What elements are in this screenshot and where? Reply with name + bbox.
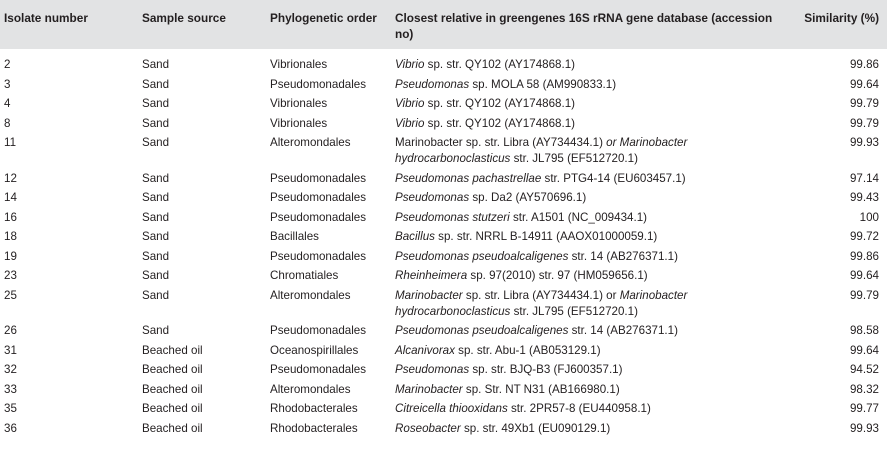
relative-text: str. A1501 (NC_009434.1) (509, 210, 647, 224)
cell-similarity: 99.43 (849, 191, 879, 204)
cell-closest-relative (391, 268, 792, 288)
header-closest-relative: Closest relative in greengenes 16S rRNA gene database (accession no) (395, 11, 773, 41)
cell-closest-relative (391, 77, 792, 97)
table-row (0, 135, 887, 171)
relative-taxon: hydrocarbonoclasticus (395, 304, 511, 318)
table-row (0, 190, 887, 210)
table-row (0, 171, 887, 191)
cell-similarity: 99.79 (849, 116, 879, 130)
cell-phylogenetic-order: Oceanospirillales (270, 343, 359, 357)
relative-taxon: Rheinheimera (395, 269, 468, 282)
cell-sample-source: Sand (142, 77, 170, 91)
cell-isolate-number: 12 (4, 171, 17, 185)
relative-text: sp. str. QY102 (AY174868.1) (424, 116, 576, 130)
relative-taxon: Roseobacter (395, 421, 461, 435)
relative-taxon: Marinobacter (395, 288, 463, 302)
cell-isolate-number: 36 (4, 421, 17, 435)
cell-sample-source: Sand (142, 58, 170, 71)
cell-isolate-number: 23 (4, 269, 17, 282)
relative-taxon: Vibrio (395, 58, 425, 71)
table-row (0, 229, 887, 249)
cell-similarity: 99.93 (849, 421, 879, 435)
relative-taxon: Vibrio (395, 97, 425, 110)
cell-isolate-number: 33 (4, 382, 17, 396)
header-similarity: Similarity (%) (804, 11, 879, 25)
cell-sample-source: Sand (142, 191, 170, 204)
cell-similarity: 98.58 (849, 324, 879, 337)
cell-closest-relative (391, 116, 792, 136)
relative-taxon: Alcanivorax (395, 343, 455, 357)
cell-similarity: 99.79 (849, 288, 879, 302)
cell-closest-relative (391, 229, 792, 249)
cell-closest-relative (391, 362, 792, 382)
relative-text: sp. str. Libra (AY734434.1) or (462, 288, 620, 302)
cell-sample-source: Sand (142, 97, 170, 110)
cell-phylogenetic-order: Vibrionales (270, 97, 328, 110)
cell-isolate-number: 25 (4, 288, 17, 302)
relative-taxon: Pseudomonas (395, 191, 470, 204)
cell-closest-relative (391, 135, 792, 171)
relative-taxon: Marinobacter (619, 288, 688, 302)
cell-phylogenetic-order: Pseudomonadales (270, 171, 367, 185)
cell-closest-relative (391, 401, 792, 421)
header-row (0, 0, 887, 49)
cell-phylogenetic-order: Bacillales (270, 230, 319, 243)
cell-isolate-number: 11 (4, 136, 17, 149)
relative-text: sp. str. BJQ-B3 (FJ600357.1) (469, 363, 623, 376)
cell-isolate-number: 16 (4, 210, 17, 224)
cell-isolate-number: 4 (4, 97, 11, 110)
cell-sample-source: Sand (142, 136, 170, 149)
cell-phylogenetic-order: Alteromondales (270, 136, 351, 149)
cell-sample-source: Sand (142, 171, 170, 185)
relative-taxon: Vibrio (395, 116, 425, 130)
cell-phylogenetic-order: Rhodobacterales (270, 402, 358, 415)
relative-text: Marinobacter sp. str. Libra (AY734434.1) (395, 136, 607, 149)
cell-phylogenetic-order: Pseudomonadales (270, 249, 367, 263)
cell-similarity: 99.64 (849, 269, 879, 282)
relative-taxon: hydrocarbonoclasticus (395, 152, 511, 165)
cell-similarity: 99.86 (849, 249, 879, 263)
cell-closest-relative (391, 421, 792, 441)
cell-sample-source: Sand (142, 249, 170, 263)
relative-text: str. JL795 (EF512720.1) (510, 152, 638, 165)
table-row (0, 343, 887, 363)
cell-closest-relative (391, 171, 792, 191)
cell-sample-source: Sand (142, 116, 170, 130)
relative-taxon: Pseudomonas stutzeri (395, 210, 510, 224)
cell-closest-relative (391, 382, 792, 402)
header-phylogenetic-order: Phylogenetic order (270, 11, 377, 25)
table-row (0, 268, 887, 288)
cell-sample-source: Beached oil (142, 421, 203, 435)
table-row (0, 362, 887, 382)
cell-isolate-number: 26 (4, 324, 17, 337)
table-row (0, 249, 887, 269)
cell-isolate-number: 14 (4, 191, 17, 204)
cell-similarity: 94.52 (849, 363, 879, 376)
relative-taxon: or Marinobacter (606, 136, 688, 149)
cell-closest-relative (391, 96, 792, 116)
cell-similarity: 99.86 (849, 58, 879, 71)
relative-text: str. PTG4-14 (EU603457.1) (541, 171, 686, 185)
cell-closest-relative (391, 343, 792, 363)
relative-text: sp. Da2 (AY570696.1) (469, 191, 587, 204)
cell-isolate-number: 3 (4, 77, 11, 91)
cell-phylogenetic-order: Alteromondales (270, 382, 351, 396)
cell-phylogenetic-order: Chromatiales (270, 269, 339, 282)
relative-taxon: Bacillus (395, 230, 435, 243)
table-row (0, 401, 887, 421)
cell-closest-relative (391, 190, 792, 210)
table-row (0, 77, 887, 97)
relative-text: str. JL795 (EF512720.1) (510, 304, 638, 318)
cell-isolate-number: 2 (4, 58, 11, 71)
cell-similarity: 99.64 (849, 343, 879, 357)
cell-closest-relative (391, 288, 792, 324)
relative-text: sp. str. QY102 (AY174868.1) (424, 58, 576, 71)
cell-closest-relative (391, 57, 792, 77)
cell-sample-source: Beached oil (142, 402, 203, 415)
relative-text: sp. MOLA 58 (AM990833.1) (469, 77, 617, 91)
body-spacer (0, 49, 887, 57)
cell-similarity: 99.64 (849, 77, 879, 91)
cell-isolate-number: 35 (4, 402, 17, 415)
cell-sample-source: Sand (142, 210, 170, 224)
cell-similarity: 99.93 (849, 136, 879, 149)
cell-isolate-number: 8 (4, 116, 11, 130)
table-row (0, 323, 887, 343)
cell-sample-source: Sand (142, 324, 170, 337)
relative-text: sp. str. QY102 (AY174868.1) (424, 97, 576, 110)
cell-isolate-number: 19 (4, 249, 17, 263)
cell-sample-source: Sand (142, 269, 170, 282)
relative-text: sp. Str. NT N31 (AB166980.1) (462, 382, 620, 396)
relative-taxon: Pseudomonas pseudoalcaligenes (395, 324, 569, 337)
cell-isolate-number: 32 (4, 363, 17, 376)
table-row (0, 210, 887, 230)
relative-text: sp. str. 49Xb1 (EU090129.1) (460, 421, 611, 435)
cell-similarity: 99.72 (849, 230, 879, 243)
cell-phylogenetic-order: Alteromondales (270, 288, 351, 302)
table-row (0, 288, 887, 324)
relative-taxon: Pseudomonas pseudoalcaligenes (395, 249, 569, 263)
relative-text: str. 14 (AB276371.1) (568, 324, 678, 337)
relative-taxon: Marinobacter (395, 382, 463, 396)
cell-similarity: 97.14 (849, 171, 879, 185)
relative-taxon: Pseudomonas pachastrellae (395, 171, 542, 185)
relative-taxon: Pseudomonas (395, 77, 470, 91)
table-row (0, 421, 887, 441)
relative-text: sp. str. Abu-1 (AB053129.1) (454, 343, 601, 357)
cell-sample-source: Beached oil (142, 343, 203, 357)
table-row (0, 57, 887, 77)
cell-isolate-number: 18 (4, 230, 17, 243)
cell-similarity: 100 (859, 210, 879, 224)
relative-text: str. 14 (AB276371.1) (568, 249, 678, 263)
cell-similarity: 99.77 (849, 402, 879, 415)
cell-sample-source: Beached oil (142, 363, 203, 376)
cell-phylogenetic-order: Pseudomonadales (270, 363, 367, 376)
cell-phylogenetic-order: Vibrionales (270, 58, 328, 71)
cell-similarity: 98.32 (849, 382, 879, 396)
relative-taxon: Citreicella thiooxidans (395, 402, 508, 415)
table-row (0, 116, 887, 136)
header-sample-source: Sample source (142, 11, 226, 25)
table-row (0, 382, 887, 402)
cell-closest-relative (391, 210, 792, 230)
table-row (0, 96, 887, 116)
relative-taxon: Pseudomonas (395, 363, 470, 376)
cell-sample-source: Sand (142, 288, 170, 302)
table-header (0, 0, 887, 49)
cell-phylogenetic-order: Pseudomonadales (270, 77, 367, 91)
cell-closest-relative (391, 323, 792, 343)
relative-text: sp. str. NRRL B-14911 (AAOX01000059.1) (434, 230, 658, 243)
relative-text: sp. 97(2010) str. 97 (HM059656.1) (467, 269, 648, 282)
header-isolate-number: Isolate number (4, 11, 88, 25)
table-body (0, 49, 887, 440)
cell-phylogenetic-order: Pseudomonadales (270, 324, 367, 337)
cell-phylogenetic-order: Vibrionales (270, 116, 328, 130)
cell-phylogenetic-order: Pseudomonadales (270, 210, 367, 224)
relative-text: str. 2PR57-8 (EU440958.1) (507, 402, 651, 415)
cell-phylogenetic-order: Pseudomonadales (270, 191, 367, 204)
cell-isolate-number: 31 (4, 343, 17, 357)
cell-sample-source: Sand (142, 230, 170, 243)
cell-sample-source: Beached oil (142, 382, 203, 396)
cell-similarity: 99.79 (849, 97, 879, 110)
cell-closest-relative (391, 249, 792, 269)
cell-phylogenetic-order: Rhodobacterales (270, 421, 358, 435)
